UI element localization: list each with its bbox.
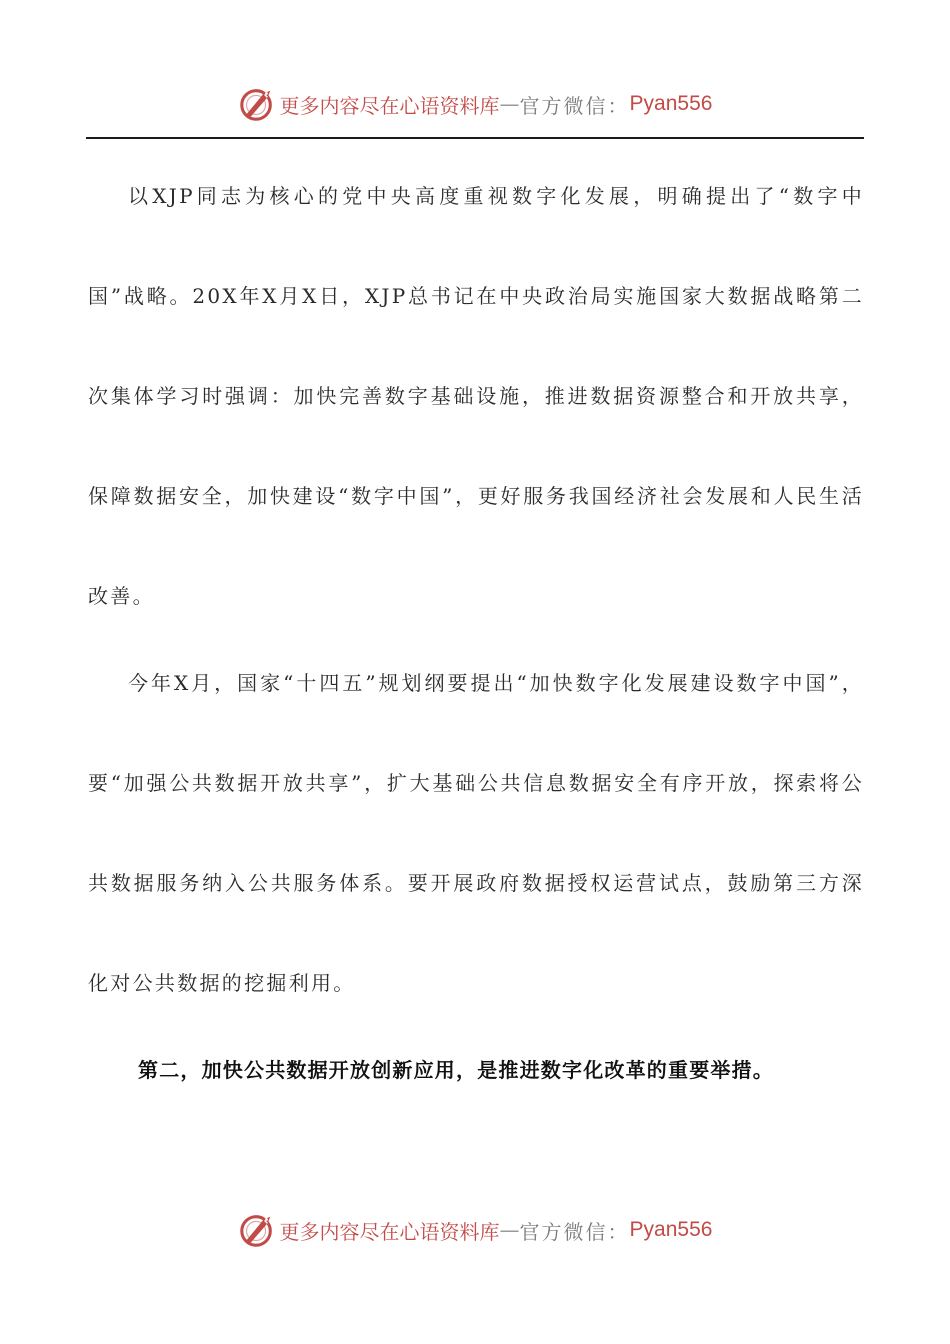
header-wechat-label: 官方微信： — [519, 93, 630, 118]
footer-wechat-label: 官方微信： — [519, 1219, 630, 1244]
footer-separator: — — [499, 1218, 520, 1242]
header-rule — [86, 137, 864, 139]
footer-banner — [0, 1208, 950, 1252]
pen-nib-circle-icon — [238, 85, 276, 123]
header-tagline: 更多内容尽在心语资料库 — [279, 93, 500, 118]
pen-nib-circle-icon — [238, 1211, 276, 1249]
paragraph-1: 以XJP同志为核心的党中央高度重视数字化发展，明确提出了“数字中国”战略。20X年X月X日，XJP总书记在中央政治局实施国家大数据战略第二次集体学习时强调：加快完善数字基础设施，推进数据资源整合和开放共享，保障数据安全，加快建设“数字中国”，更好服务我国经济社会发展和人民生活改善。 — [88, 184, 864, 608]
paragraph-2: 今年X月，国家“十四五”规划纲要提出“加快数字化发展建设数字中国”，要“加强公共数据开放共享”，扩大基础公共信息数据安全有序开放，探索将公共数据服务纳入公共服务体系。要开展政府数据授权运营试点，鼓励第三方深化对公共数据的挖掘利用。 — [88, 671, 864, 995]
footer-tagline: 更多内容尽在心语资料库 — [279, 1219, 500, 1244]
section-heading: 第二，加快公共数据开放创新应用，是推进数字化改革的重要举措。 — [138, 1058, 774, 1082]
footer-wechat-id: Pyan556 — [629, 1218, 713, 1241]
header-wechat-id: Pyan556 — [629, 92, 713, 115]
header-separator: — — [499, 92, 520, 116]
header-banner — [0, 82, 950, 126]
document-body — [88, 146, 864, 1120]
